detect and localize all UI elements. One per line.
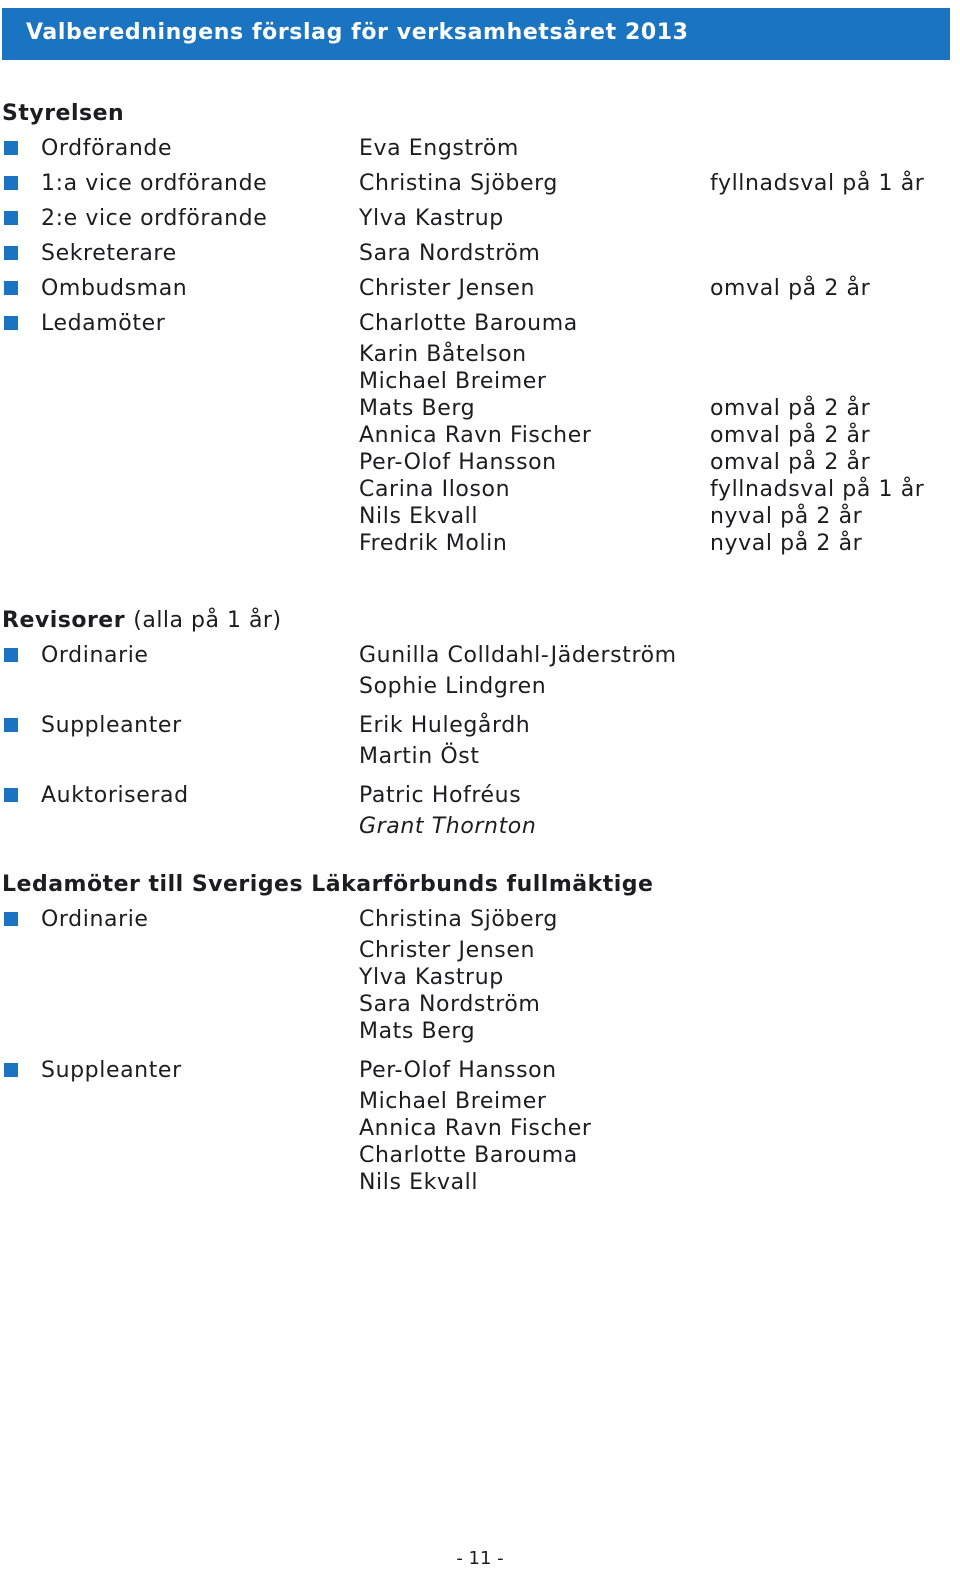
election-note: nyval på 2 år xyxy=(710,531,863,556)
member-name: Mats Berg xyxy=(359,396,476,421)
member-name: Sara Nordström xyxy=(359,241,541,266)
list-item xyxy=(0,708,960,770)
page-number: - 11 - xyxy=(456,1548,504,1569)
role-label: Suppleanter xyxy=(41,713,182,738)
section-heading-revisorer xyxy=(2,604,960,638)
list-item xyxy=(0,271,960,306)
member-name: Karin Båtelson xyxy=(359,342,527,367)
election-note: omval på 2 år xyxy=(710,450,871,475)
member-name: Martin Öst xyxy=(359,744,480,769)
member-name: Ylva Kastrup xyxy=(359,965,504,990)
member-name: Annica Ravn Fischer xyxy=(359,1116,592,1141)
member-name: Nils Ekvall xyxy=(359,1170,479,1195)
member-name: Eva Engström xyxy=(359,136,519,161)
title-banner xyxy=(2,8,950,60)
member-name: Michael Breimer xyxy=(359,1089,547,1114)
role-label: 2:e vice ordförande xyxy=(41,206,268,231)
member-name: Michael Breimer xyxy=(359,369,547,394)
section-styrelsen xyxy=(0,97,960,557)
square-bullet-icon xyxy=(4,281,18,295)
list-item xyxy=(0,236,960,271)
member-name: Gunilla Colldahl-Jäderström xyxy=(359,643,677,668)
election-note: omval på 2 år xyxy=(710,276,871,301)
member-name: Carina Iloson xyxy=(359,477,511,502)
member-name: Christina Sjöberg xyxy=(359,907,558,932)
role-label: Ledamöter xyxy=(41,311,166,336)
member-name: Per-Olof Hansson xyxy=(359,1058,557,1083)
square-bullet-icon xyxy=(4,316,18,330)
role-label: Ordinarie xyxy=(41,907,149,932)
role-label: Auktoriserad xyxy=(41,783,189,808)
member-name: Annica Ravn Fischer xyxy=(359,423,592,448)
page-title: Valberedningens förslag för verksamhetsåret 2013 xyxy=(26,20,689,45)
audit-firm: Grant Thornton xyxy=(359,814,537,839)
election-note: omval på 2 år xyxy=(710,396,871,421)
member-name: Charlotte Barouma xyxy=(359,1143,578,1168)
list-item xyxy=(0,1053,960,1196)
section-revisorer xyxy=(0,604,960,840)
role-label: Sekreterare xyxy=(41,241,177,266)
member-name: Patric Hofréus xyxy=(359,783,522,808)
section-heading-styrelsen: Styrelsen xyxy=(2,101,125,126)
member-name: Christina Sjöberg xyxy=(359,171,558,196)
list-item xyxy=(0,166,960,201)
square-bullet-icon xyxy=(4,246,18,260)
member-name: Sophie Lindgren xyxy=(359,674,547,699)
role-label: Ordinarie xyxy=(41,643,149,668)
square-bullet-icon xyxy=(4,176,18,190)
list-item xyxy=(0,131,960,166)
member-name: Fredrik Molin xyxy=(359,531,508,556)
list-item xyxy=(0,306,960,557)
member-name: Mats Berg xyxy=(359,1019,476,1044)
role-label: Ombudsman xyxy=(41,276,188,301)
role-label: Ordförande xyxy=(41,136,173,161)
section-heading-fullmaktige: Ledamöter till Sveriges Läkarförbunds fullmäktige xyxy=(2,872,654,897)
square-bullet-icon xyxy=(4,648,18,662)
member-name: Erik Hulegårdh xyxy=(359,713,531,738)
square-bullet-icon xyxy=(4,1063,18,1077)
member-name: Charlotte Barouma xyxy=(359,311,578,336)
square-bullet-icon xyxy=(4,912,18,926)
section-fullmaktige xyxy=(0,868,960,1196)
role-label: 1:a vice ordförande xyxy=(41,171,268,196)
election-note: fyllnadsval på 1 år xyxy=(710,477,925,502)
member-name: Per-Olof Hansson xyxy=(359,450,557,475)
election-note: fyllnadsval på 1 år xyxy=(710,171,925,196)
member-name: Ylva Kastrup xyxy=(359,206,504,231)
role-label: Suppleanter xyxy=(41,1058,182,1083)
list-item xyxy=(0,201,960,236)
member-name: Sara Nordström xyxy=(359,992,541,1017)
member-name: Christer Jensen xyxy=(359,938,536,963)
election-note: omval på 2 år xyxy=(710,423,871,448)
square-bullet-icon xyxy=(4,141,18,155)
heading-main: Revisorer xyxy=(2,608,126,633)
square-bullet-icon xyxy=(4,788,18,802)
member-name: Nils Ekvall xyxy=(359,504,479,529)
heading-suffix: (alla på 1 år) xyxy=(133,608,282,633)
list-item xyxy=(0,778,960,840)
square-bullet-icon xyxy=(4,211,18,225)
list-item xyxy=(0,638,960,700)
square-bullet-icon xyxy=(4,718,18,732)
election-note: nyval på 2 år xyxy=(710,504,863,529)
member-name: Christer Jensen xyxy=(359,276,536,301)
list-item xyxy=(0,902,960,1045)
